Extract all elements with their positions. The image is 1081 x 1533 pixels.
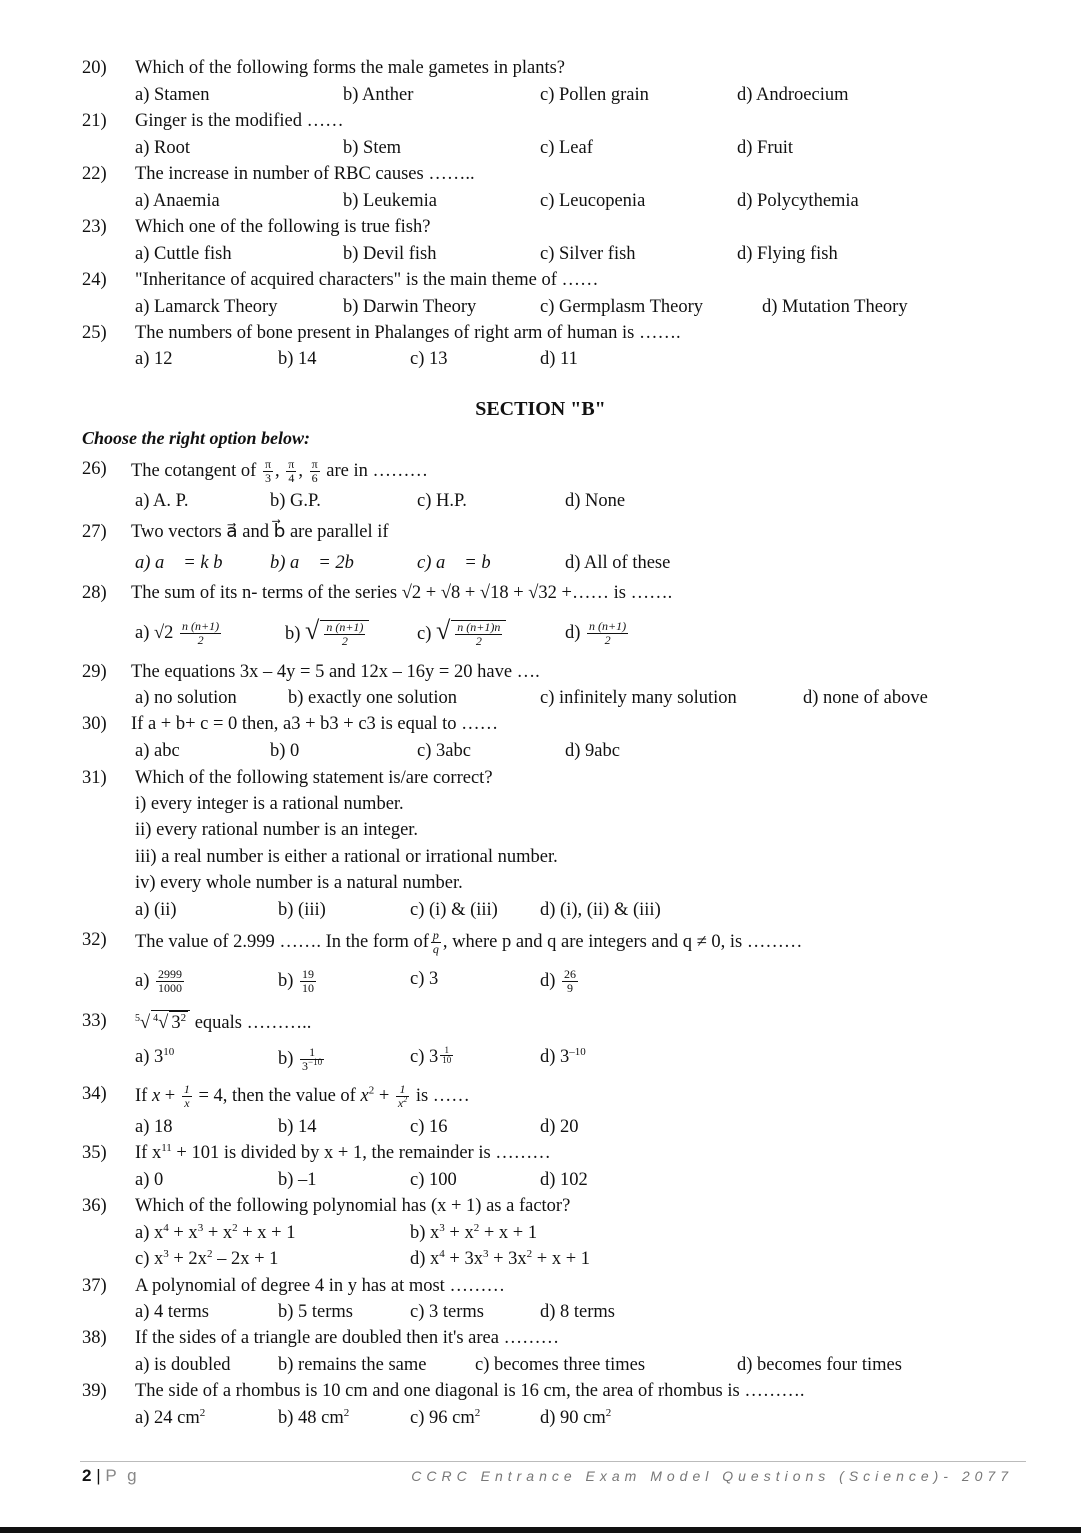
question-number: 25) <box>82 323 107 343</box>
option-b: b) Darwin Theory <box>343 297 477 317</box>
question-number: 32) <box>82 930 107 950</box>
option-d: d) $x^4 + 3x^3 + 3x^2 + x + 1$ <box>410 1247 591 1269</box>
question-text <box>135 1142 551 1164</box>
option-c: c) 16 <box>410 1117 448 1137</box>
fraction: $\frac{n (n+1)n}{2}$ <box>457 620 501 649</box>
option-c: c) Silver fish <box>540 244 636 264</box>
option-c: c) 3 <box>410 969 439 989</box>
option-a: a) Lamarck Theory <box>135 297 278 317</box>
option-d <box>565 620 630 647</box>
question-text: The numbers of bone present in Phalanges of right arm of human is ……. <box>135 323 681 343</box>
option-b: b) exactly one solution <box>288 688 458 708</box>
option-a: a) 0 <box>135 1170 164 1190</box>
option-label: c) 96 cm <box>410 1408 475 1428</box>
question-text-post: is …… <box>415 1085 470 1106</box>
option-b: b) 48 $cm^2$ <box>278 1406 350 1428</box>
question-text: Two vectors a⃗ and b⃗ are parallel if <box>131 522 389 542</box>
option-a <box>135 1046 174 1068</box>
option-b: b) Stem <box>343 138 402 158</box>
question-text-post: + 101 is divided by x + 1, the remainder is ……… <box>171 1143 551 1163</box>
option-label: b) <box>278 970 294 991</box>
option-label: a) 24 cm <box>135 1408 200 1428</box>
option-b <box>278 1046 326 1073</box>
question-text: The cotangent of $\frac{\pi}{3}$ , $\frac{\pi}{4}$ , $\frac{\pi}{6}$ are in ……… <box>131 457 429 485</box>
question-number: 34) <box>82 1084 107 1104</box>
question-number: 26) <box>82 459 107 479</box>
option-d: d) 9abc <box>565 741 620 761</box>
question-number: 35) <box>82 1143 107 1163</box>
question-number: 23) <box>82 217 107 237</box>
fraction-1-x: $\frac{1}{x}$ <box>183 1082 190 1110</box>
question-text: A polynomial of degree 4 in y has at most ……… <box>135 1276 505 1296</box>
option-a: a) a⃗ = k b⃗ <box>135 553 237 573</box>
question-text: Which of the following statement is/are correct? <box>135 768 493 788</box>
option-a: a) (ii) <box>135 900 177 920</box>
exponent: 11 <box>161 1141 172 1154</box>
option-d: d) none of above <box>803 688 928 708</box>
option-d: d) 90 $cm^2$ <box>540 1406 612 1428</box>
option-b: b) 5 terms <box>278 1302 354 1322</box>
option-a <box>135 620 223 647</box>
option-a: a) abc <box>135 741 180 761</box>
question-number: 24) <box>82 270 107 290</box>
option-d: d) 8 terms <box>540 1302 616 1322</box>
option-d: d) 102 <box>540 1170 588 1190</box>
option-d: d) Androecium <box>737 85 849 105</box>
fraction-pi-4: $\frac{\pi}{4}$ <box>288 457 295 485</box>
option-label: d) <box>410 1249 426 1269</box>
question-number: 31) <box>82 768 107 788</box>
option-d: d) 20 <box>540 1117 579 1137</box>
option-b: b) 14 <box>278 349 317 369</box>
option-d: d) Fruit <box>737 138 794 158</box>
option-a: a) 18 <box>135 1117 173 1137</box>
fraction: $\frac{n (n+1)}{2}$ <box>589 619 627 647</box>
option-b: b) G.P. <box>270 491 321 511</box>
option-b <box>278 968 318 995</box>
fraction-p-q: $\frac{p}{q}$ <box>432 928 439 956</box>
option-label: d) 90 cm <box>540 1408 606 1428</box>
question-text-post: are in ……… <box>326 460 429 481</box>
option-b: b) –1 <box>278 1170 317 1190</box>
option-label: a) <box>135 970 150 991</box>
statement-i: i) every integer is a rational number. <box>135 794 404 814</box>
option-d <box>540 968 580 995</box>
option-label: b) <box>410 1223 426 1243</box>
section-title: SECTION "B" <box>475 398 606 420</box>
question-number: 22) <box>82 164 107 184</box>
option-label: b) <box>285 624 301 644</box>
option-d: d) Flying fish <box>737 244 838 264</box>
option-c: c) 100 <box>410 1170 457 1190</box>
exponent: –10 <box>569 1045 586 1058</box>
option-b: b) 0 <box>270 741 300 761</box>
statement-ii: ii) every rational number is an integer. <box>135 820 419 840</box>
footer-title: CCRC Entrance Exam Model Questions (Science)- 2077 <box>411 1468 1013 1484</box>
option-c: c) Pollen grain <box>540 85 649 105</box>
fraction: $\frac{n (n+1)}{2}$ <box>182 619 220 647</box>
fraction-pi-3: $\frac{\pi}{3}$ <box>264 457 272 485</box>
option-a: a) Anaemia <box>135 191 220 211</box>
question-text: "Inheritance of acquired characters" is the main theme of …… <box>135 270 599 290</box>
question-text: Ginger is the modified …… <box>135 111 344 131</box>
fraction: $\frac{19}{10}$ <box>302 967 315 995</box>
page-number: 2 | P g <box>82 1466 140 1485</box>
option-label: d) 3 <box>540 1047 570 1067</box>
option-d: d) All of these <box>565 553 671 573</box>
question-text-mid: = 4, then the value of <box>198 1085 356 1106</box>
question-text-pre: The value of 2.999 ……. In the form of <box>135 931 429 952</box>
fraction: $\frac{26}{9}$ <box>564 967 577 995</box>
fraction-exponent: $\frac{1}{10}$ <box>442 1045 452 1065</box>
option-label: a) 3 <box>135 1047 164 1067</box>
option-label: b) <box>278 1048 294 1069</box>
question-number: 33) <box>82 1011 107 1031</box>
option-d: d) Mutation Theory <box>762 297 908 317</box>
question-text: If a + b+ c = 0 then, a3 + b3 + c3 is equal to …… <box>131 714 499 734</box>
question-number: 21) <box>82 111 107 131</box>
section-instruction: Choose the right option below: <box>82 428 311 448</box>
option-b: b) $x^3 + x^2 + x + 1$ <box>410 1221 538 1243</box>
question-text: If x + $\frac{1}{x}$ = 4, then the value of $x^2$ + $\frac{1}{x^2}$ is …… <box>135 1082 470 1110</box>
question-text-pre: If x <box>135 1143 162 1163</box>
option-a: a) 4 terms <box>135 1302 209 1322</box>
question-text: The side of a rhombus is 10 cm and one diagonal is 16 cm, the area of rhombus is ………. <box>135 1381 805 1401</box>
option-label: d) <box>565 622 581 643</box>
option-b: b) a⃗ = 2b⃗ <box>270 553 369 573</box>
option-c: c) (i) & (iii) <box>410 900 498 920</box>
question-number: 30) <box>82 714 107 734</box>
fraction: $\frac{1}{3^{-10}}$ <box>302 1045 323 1073</box>
option-a: a) Cuttle fish <box>135 244 232 264</box>
question-text: Which one of the following is true fish? <box>135 217 431 237</box>
option-label: b) 48 cm <box>278 1408 344 1428</box>
option-a <box>135 968 186 995</box>
bottom-border <box>0 1527 1081 1533</box>
page-number-value: 2 <box>82 1466 92 1485</box>
question-text: Which of the following polynomial has (x + 1) as a factor? <box>135 1196 571 1216</box>
option-d: d) becomes four times <box>737 1355 902 1375</box>
option-c: c) 3 terms <box>410 1302 484 1322</box>
option-c: c) H.P. <box>417 491 467 511</box>
question-text-post: equals ……….. <box>194 1013 312 1033</box>
exponent: 10 <box>163 1045 175 1058</box>
question-text-pre: If <box>135 1085 148 1106</box>
option-a: a) A. P. <box>135 491 189 511</box>
question-text: Which of the following forms the male gametes in plants? <box>135 58 566 78</box>
question-number: 29) <box>82 662 107 682</box>
option-c: c) Leaf <box>540 138 593 158</box>
option-c: c) 13 <box>410 349 448 369</box>
option-a: a) 24 $cm^2$ <box>135 1406 206 1428</box>
option-a: a) $x^4 + x^3 + x^2 + x + 1$ <box>135 1221 296 1243</box>
option-a: a) Root <box>135 138 190 158</box>
question-text <box>135 929 802 956</box>
fraction: $\frac{n (n+1)}{2}$ <box>326 620 364 649</box>
question-number: 36) <box>82 1196 107 1216</box>
question-text: The increase in number of RBC causes …….. <box>135 164 475 184</box>
question-text-pre: The cotangent of <box>131 460 257 481</box>
option-c <box>410 1046 455 1068</box>
question-text: The equations 3x – 4y = 5 and 12x – 16y = 20 have …. <box>131 662 540 682</box>
option-d: d) (i), (ii) & (iii) <box>540 900 661 920</box>
question-text-post: , where p and q are integers and q ≠ 0, is ……… <box>442 931 803 952</box>
option-b: b) Anther <box>343 85 414 105</box>
footer-divider <box>80 1461 1026 1462</box>
page-label: P g <box>105 1466 140 1485</box>
option-a: a) no solution <box>135 688 237 708</box>
option-d <box>540 1046 586 1068</box>
option-a: a) 12 <box>135 349 173 369</box>
option-label: c) 3 <box>410 1047 439 1067</box>
option-c: c) $x^3 + 2x^2 - 2x + 1$ <box>135 1247 279 1269</box>
option-label: a) √2 <box>135 622 174 643</box>
option-a: a) is doubled <box>135 1355 231 1375</box>
question-text: If the sides of a triangle are doubled then it's area ……… <box>135 1328 560 1348</box>
option-b: b) √ $\frac{n (n+1)}{2}$ <box>285 620 369 648</box>
option-label: a) <box>135 1223 150 1243</box>
option-b: b) Devil fish <box>343 244 437 264</box>
option-d: d) Polycythemia <box>737 191 859 211</box>
statement-iii: iii) a real number is either a rational or irrational number. <box>135 847 558 867</box>
question-number: 37) <box>82 1276 107 1296</box>
option-b: b) 14 <box>278 1117 317 1137</box>
option-c: c) becomes three times <box>475 1355 646 1375</box>
option-label: c) <box>417 624 432 644</box>
question-number: 27) <box>82 522 107 542</box>
option-c: c) Leucopenia <box>540 191 646 211</box>
option-c: c) a⃗ = b⃗ <box>417 553 506 573</box>
question-number: 39) <box>82 1381 107 1401</box>
option-b: b) remains the same <box>278 1355 427 1375</box>
question-text: The sum of its n- terms of the series √2 + √8 + √18 + √32 +…… is ……. <box>131 583 673 603</box>
statement-iv: iv) every whole number is a natural number. <box>135 873 463 893</box>
option-b: b) Leukemia <box>343 191 437 211</box>
option-d: d) 11 <box>540 349 578 369</box>
question-text: $^5$√ $^4$√ $3^2$ equals ……….. <box>135 1011 312 1033</box>
fraction: $\frac{2999}{1000}$ <box>158 967 182 995</box>
question-number: 28) <box>82 583 107 603</box>
option-c: c) 3abc <box>417 741 471 761</box>
question-number: 20) <box>82 58 107 78</box>
question-number: 38) <box>82 1328 107 1348</box>
option-a: a) Stamen <box>135 85 210 105</box>
option-d: d) None <box>565 491 626 511</box>
fraction-pi-6: $\frac{\pi}{6}$ <box>311 457 318 485</box>
option-c: c) √ $\frac{n (n+1)n}{2}$ <box>417 620 506 648</box>
option-c: c) Germplasm Theory <box>540 297 704 317</box>
option-c: c) infinitely many solution <box>540 688 737 708</box>
option-label: c) <box>135 1249 150 1269</box>
fraction-1-x2: $\frac{1}{x^2}$ <box>397 1082 408 1110</box>
option-label: d) <box>540 970 556 991</box>
option-c: c) 96 $cm^2$ <box>410 1406 481 1428</box>
option-b: b) (iii) <box>278 900 326 920</box>
